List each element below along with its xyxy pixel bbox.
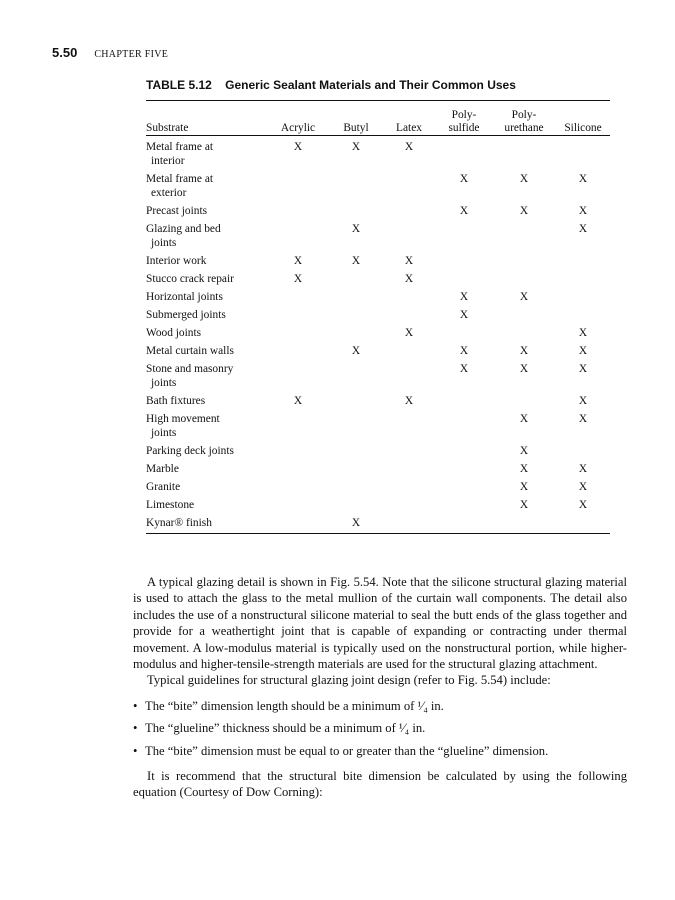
substrate-label: Limestone <box>146 499 195 511</box>
substrate-label: joints <box>151 427 177 439</box>
substrate-cell <box>146 392 266 410</box>
use-mark-cell: X <box>404 327 414 339</box>
substrate-label: Metal frame at <box>146 173 214 185</box>
column-header-line: Substrate <box>146 122 189 134</box>
substrate-label: Bath fixtures <box>146 395 206 407</box>
column-header <box>492 101 556 136</box>
use-mark-cell <box>382 288 436 306</box>
table-row <box>146 170 610 202</box>
use-mark-cell <box>330 410 382 442</box>
column-header <box>382 101 436 136</box>
use-mark-cell: X <box>351 141 361 153</box>
use-mark-cell <box>382 170 436 202</box>
use-mark-cell <box>556 514 610 534</box>
use-mark-cell <box>382 202 436 220</box>
use-mark-cell <box>382 478 436 496</box>
paragraph-guidelines-intro: Typical guidelines for structural glazing joint design (refer to Fig. 5.54) include: <box>147 673 551 688</box>
substrate-label: Stucco crack repair <box>146 273 234 285</box>
use-mark-cell <box>436 324 492 342</box>
use-mark-cell: X <box>578 481 588 493</box>
table-caption <box>146 78 516 92</box>
use-mark-cell <box>330 360 382 392</box>
use-mark-cell <box>266 220 330 252</box>
use-mark-cell <box>492 392 556 410</box>
table-row <box>146 220 610 252</box>
use-mark-cell <box>330 392 382 410</box>
substrate-label: Horizontal joints <box>146 291 223 303</box>
use-mark-cell: X <box>330 514 382 534</box>
substrate-label: Metal frame at <box>146 141 214 153</box>
table-row <box>146 270 610 288</box>
column-header-line: Butyl <box>343 122 369 134</box>
use-mark-cell <box>330 460 382 478</box>
substrate-label: Stone and masonry <box>146 363 234 375</box>
use-mark-cell: X <box>459 205 469 217</box>
use-mark-cell <box>556 136 610 171</box>
substrate-cell <box>146 360 266 392</box>
column-header <box>436 101 492 136</box>
use-mark-cell <box>382 496 436 514</box>
use-mark-cell: X <box>578 205 588 217</box>
use-mark-cell <box>436 252 492 270</box>
substrate-cell <box>146 324 266 342</box>
substrate-label: Kynar® finish <box>146 517 212 529</box>
use-mark-cell <box>382 220 436 252</box>
table-row <box>146 460 610 478</box>
use-mark-cell: X <box>519 363 529 375</box>
use-mark-cell <box>266 170 330 202</box>
column-header-line: Latex <box>396 122 422 134</box>
guidelines-list <box>133 698 627 759</box>
use-mark-cell <box>266 342 330 360</box>
use-mark-cell <box>330 170 382 202</box>
table-row <box>146 136 610 171</box>
column-header <box>146 101 266 136</box>
use-mark-cell: X <box>578 345 588 357</box>
substrate-label: Interior work <box>146 255 207 267</box>
table-row <box>146 496 610 514</box>
use-mark-cell <box>492 220 556 252</box>
use-mark-cell: X <box>519 413 529 425</box>
substrate-cell <box>146 288 266 306</box>
sealant-table-container <box>146 100 610 534</box>
use-mark-cell: X <box>459 363 469 375</box>
use-mark-cell <box>382 460 436 478</box>
use-mark-cell <box>492 252 556 270</box>
list-item: • The “bite” dimension length should be a minimum of ¹⁄₄ in. <box>133 698 627 714</box>
column-header-line: Silicone <box>564 122 602 134</box>
running-head <box>52 45 168 61</box>
table-header-row <box>146 101 610 136</box>
sealant-table <box>146 100 610 534</box>
substrate-cell <box>146 496 266 514</box>
column-header <box>266 101 330 136</box>
use-mark-cell: X <box>578 463 588 475</box>
table-row <box>146 324 610 342</box>
substrate-cell <box>146 136 266 171</box>
use-mark-cell <box>436 478 492 496</box>
use-mark-cell <box>556 252 610 270</box>
use-mark-cell: X <box>578 223 588 235</box>
use-mark-cell <box>492 270 556 288</box>
table-body <box>146 136 610 534</box>
use-mark-cell <box>556 442 610 460</box>
substrate-cell <box>146 460 266 478</box>
table-row <box>146 478 610 496</box>
use-mark-cell: X <box>293 255 303 267</box>
table-row <box>146 360 610 392</box>
use-mark-cell <box>436 410 492 442</box>
list-item: • The “glueline” thickness should be a minimum of ¹⁄₄ in. <box>133 720 627 736</box>
use-mark-cell <box>436 136 492 171</box>
use-mark-cell: X <box>519 499 529 511</box>
table-row <box>146 288 610 306</box>
table-row <box>146 202 610 220</box>
table-row <box>146 442 610 460</box>
use-mark-cell <box>492 136 556 171</box>
use-mark-cell: X <box>404 141 414 153</box>
use-mark-cell: X <box>293 395 303 407</box>
use-mark-cell: X <box>578 363 588 375</box>
use-mark-cell <box>436 220 492 252</box>
table-row <box>146 342 610 360</box>
use-mark-cell <box>330 324 382 342</box>
substrate-label: Submerged joints <box>146 309 226 321</box>
use-mark-cell <box>330 202 382 220</box>
chapter-title: CHAPTER FIVE <box>94 49 169 60</box>
use-mark-cell: X <box>293 141 303 153</box>
use-mark-cell: X <box>351 223 361 235</box>
use-mark-cell <box>330 442 382 460</box>
table-row <box>146 392 610 410</box>
use-mark-cell <box>266 460 330 478</box>
use-mark-cell <box>436 270 492 288</box>
use-mark-cell <box>330 496 382 514</box>
substrate-label: exterior <box>151 187 187 199</box>
use-mark-cell <box>556 288 610 306</box>
column-header-line: urethane <box>504 122 544 134</box>
substrate-cell <box>146 410 266 442</box>
use-mark-cell: X <box>578 499 588 511</box>
use-mark-cell: X <box>351 255 361 267</box>
use-mark-cell <box>436 392 492 410</box>
use-mark-cell <box>436 514 492 534</box>
use-mark-cell: X <box>519 173 529 185</box>
use-mark-cell: X <box>519 205 529 217</box>
substrate-label: Precast joints <box>146 205 208 217</box>
use-mark-cell: X <box>404 395 414 407</box>
use-mark-cell: X <box>459 291 469 303</box>
substrate-cell <box>146 220 266 252</box>
table-row <box>146 410 610 442</box>
use-mark-cell <box>382 442 436 460</box>
substrate-label: Wood joints <box>146 327 202 339</box>
use-mark-cell <box>436 460 492 478</box>
column-header-line: Poly- <box>451 109 477 121</box>
use-mark-cell <box>556 270 610 288</box>
use-mark-cell <box>492 324 556 342</box>
use-mark-cell: X <box>351 345 361 357</box>
table-row <box>146 252 610 270</box>
table-number: TABLE 5.12 <box>146 78 212 92</box>
paragraph-equation-intro: It is recommend that the structural bite dimension be calculated by using the following equation (Courtesy of Dow Corning): <box>133 769 627 800</box>
use-mark-cell <box>330 270 382 288</box>
use-mark-cell: X <box>578 413 588 425</box>
use-mark-cell: X <box>404 255 414 267</box>
substrate-cell <box>146 478 266 496</box>
column-header-line: Poly- <box>511 109 537 121</box>
substrate-label: Glazing and bed <box>146 223 221 235</box>
use-mark-cell <box>266 288 330 306</box>
substrate-label: Metal curtain walls <box>146 345 234 357</box>
substrate-label: joints <box>151 237 177 249</box>
use-mark-cell <box>382 410 436 442</box>
use-mark-cell: X <box>578 395 588 407</box>
use-mark-cell: X <box>519 445 529 457</box>
table-row <box>146 514 610 534</box>
use-mark-cell <box>266 514 330 534</box>
substrate-label: High movement <box>146 413 220 425</box>
use-mark-cell: X <box>459 173 469 185</box>
use-mark-cell <box>556 306 610 324</box>
use-mark-cell <box>266 410 330 442</box>
substrate-label: Marble <box>146 463 179 475</box>
use-mark-cell <box>492 514 556 534</box>
use-mark-cell <box>266 496 330 514</box>
substrate-label: joints <box>151 377 177 389</box>
substrate-cell <box>146 270 266 288</box>
paragraph-glazing-detail: A typical glazing detail is shown in Fig. 5.54. Note that the silicone structural glazing material is used to attach the glass to the metal mullion of the curtain wall components. The detail also includes the use of a nonstructural silicone material to seal the butt ends of the glass together and provide for a weathertight joint that is capable of expanding or contracting under thermal movement. A low-modulus material is typically used on the nonstructural portion, while higher-modulus and higher-tensile-strength materials are used for the structural glazing attachment. <box>133 575 627 672</box>
substrate-cell <box>146 306 266 324</box>
substrate-cell <box>146 202 266 220</box>
use-mark-cell <box>330 288 382 306</box>
use-mark-cell: X <box>519 291 529 303</box>
use-mark-cell: X <box>578 173 588 185</box>
use-mark-cell <box>492 306 556 324</box>
column-header-line: sulfide <box>448 122 480 134</box>
use-mark-cell: X <box>459 309 469 321</box>
use-mark-cell <box>266 360 330 392</box>
use-mark-cell <box>382 360 436 392</box>
substrate-cell <box>146 514 266 534</box>
use-mark-cell: X <box>519 345 529 357</box>
use-mark-cell <box>266 324 330 342</box>
use-mark-cell <box>330 478 382 496</box>
substrate-cell <box>146 442 266 460</box>
use-mark-cell <box>382 514 436 534</box>
use-mark-cell: X <box>404 273 414 285</box>
substrate-label: Granite <box>146 481 181 493</box>
use-mark-cell <box>330 306 382 324</box>
use-mark-cell <box>266 202 330 220</box>
page-number: 5.50 <box>52 45 78 60</box>
substrate-cell <box>146 170 266 202</box>
substrate-cell <box>146 252 266 270</box>
use-mark-cell: X <box>459 345 469 357</box>
table-row <box>146 306 610 324</box>
substrate-label: interior <box>151 155 185 167</box>
use-mark-cell <box>382 306 436 324</box>
use-mark-cell: X <box>293 273 303 285</box>
use-mark-cell: X <box>519 463 529 475</box>
use-mark-cell <box>436 496 492 514</box>
column-header <box>330 101 382 136</box>
substrate-cell <box>146 342 266 360</box>
use-mark-cell: X <box>578 327 588 339</box>
use-mark-cell <box>266 306 330 324</box>
table-title: Generic Sealant Materials and Their Common Uses <box>225 78 516 92</box>
use-mark-cell <box>436 442 492 460</box>
column-header-line: Acrylic <box>280 122 316 134</box>
use-mark-cell <box>266 442 330 460</box>
list-item: • The “bite” dimension must be equal to or greater than the “glueline” dimension. <box>133 743 627 759</box>
column-header <box>556 101 610 136</box>
use-mark-cell: X <box>519 481 529 493</box>
use-mark-cell <box>382 342 436 360</box>
use-mark-cell <box>266 478 330 496</box>
substrate-label: Parking deck joints <box>146 445 234 457</box>
body-text <box>133 574 627 801</box>
